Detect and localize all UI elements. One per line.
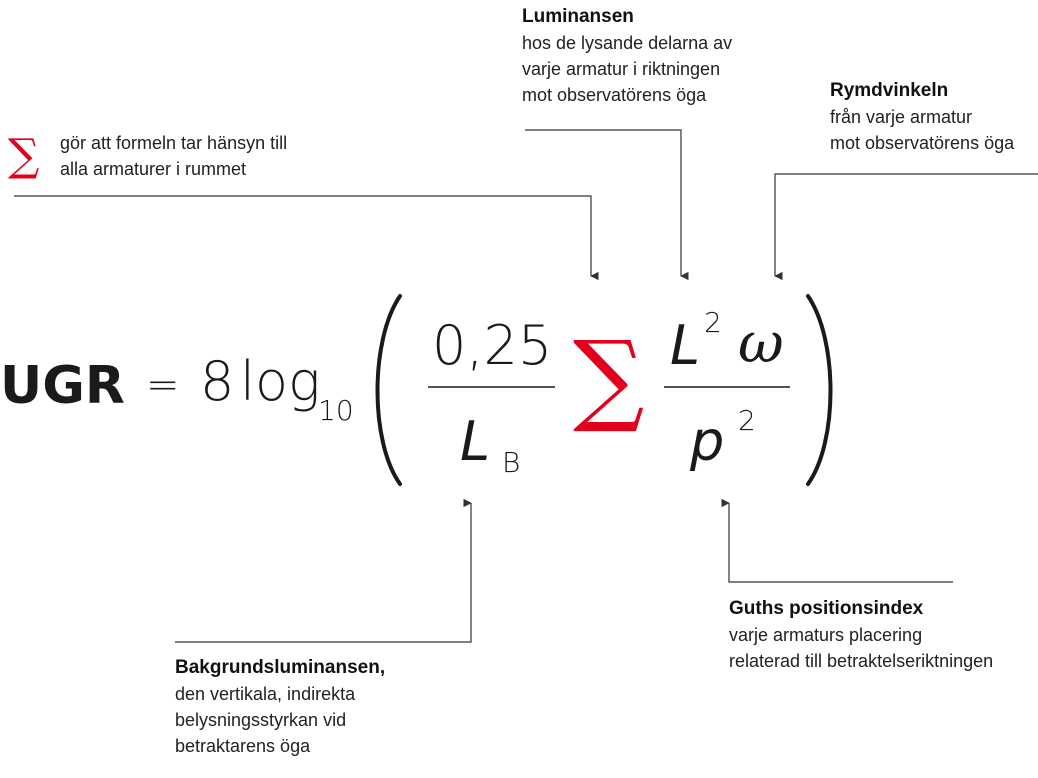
omega-symbol: ω: [738, 311, 784, 376]
luminance-connector: [525, 130, 681, 276]
luminance-L: L: [670, 314, 701, 377]
luminance-line-3: mot observatörens öga: [522, 85, 707, 105]
sum-symbol: ∑: [573, 319, 645, 436]
numerator-constant: 0,25: [432, 314, 553, 377]
sum-note-line-2: alla armaturer i rummet: [60, 159, 247, 179]
log-base: 10: [318, 394, 354, 427]
denominator-L: L: [460, 410, 491, 473]
sum-connector: [14, 196, 591, 276]
denominator-subscript: B: [502, 446, 521, 479]
background-line-3: betraktarens öga: [175, 736, 311, 756]
guth-connector: [729, 503, 953, 582]
left-paren: [378, 296, 401, 484]
solid-angle-line-2: mot observatörens öga: [830, 133, 1015, 153]
luminance-line-1: hos de lysande delarna av: [522, 33, 733, 53]
sum-note-line-1: gör att formeln tar hänsyn till: [60, 133, 288, 153]
solid-angle-note: [830, 78, 1014, 156]
background-note: [175, 655, 385, 759]
background-heading: Bakgrundsluminansen,: [175, 657, 386, 678]
background-connector: [175, 503, 471, 642]
background-line-1: den vertikala, indirekta: [175, 684, 356, 704]
guth-heading: Guths positionsindex: [729, 598, 924, 619]
luminance-heading: Luminansen: [522, 6, 634, 27]
right-paren: [808, 296, 831, 484]
position-index-p: p: [690, 410, 725, 473]
guth-line-2: relaterad till betraktelseriktningen: [729, 651, 994, 671]
sum-note: [60, 130, 287, 182]
sigma-icon: ∑: [8, 130, 40, 181]
equals-sign: =: [146, 362, 180, 408]
position-exponent: 2: [738, 404, 756, 437]
luminance-exponent: 2: [704, 306, 722, 339]
log-text: log: [240, 350, 321, 413]
solid-angle-line-1: från varje armatur: [830, 107, 973, 127]
solid-angle-connector: [775, 174, 1038, 276]
luminance-line-2: varje armatur i riktningen: [522, 59, 721, 79]
background-line-2: belysningsstyrkan vid: [175, 710, 347, 730]
solid-angle-heading: Rymdvinkeln: [830, 80, 949, 101]
coefficient: 8: [200, 350, 235, 413]
guth-line-1: varje armaturs placering: [729, 625, 923, 645]
ugr-label: UGR: [0, 356, 125, 416]
luminance-note: [522, 4, 732, 108]
guth-note: [729, 596, 993, 674]
